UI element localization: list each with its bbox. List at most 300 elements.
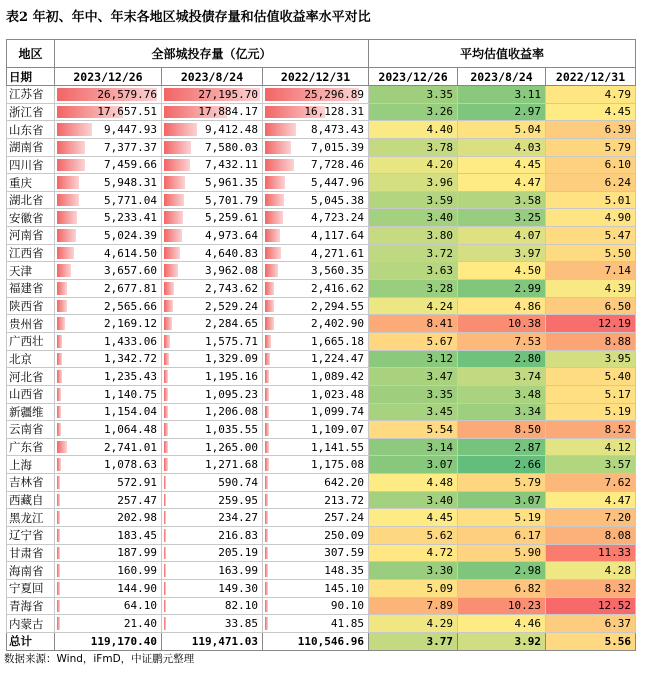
data-bar (265, 458, 269, 471)
yield-cell: 2.87 (458, 438, 546, 456)
stock-cell (263, 332, 369, 350)
yield-date-3: 2022/12/31 (546, 68, 636, 86)
yield-cell: 3.14 (369, 438, 458, 456)
table-row (7, 421, 636, 439)
stock-cell (263, 456, 369, 474)
region-cell: 广西壮 (7, 332, 55, 350)
stock-cell (55, 579, 162, 597)
yield-cell: 5.40 (546, 368, 636, 386)
stock-cell (162, 280, 263, 298)
stock-value: 183.45 (117, 528, 157, 542)
data-bar (57, 123, 92, 136)
data-bar (265, 141, 291, 154)
yield-cell: 4.90 (546, 209, 636, 227)
header-row-1 (7, 40, 636, 68)
data-bar (164, 353, 169, 366)
data-bar (57, 582, 60, 595)
stock-cell (162, 103, 263, 121)
data-bar (265, 494, 268, 507)
yield-cell: 4.28 (546, 562, 636, 580)
yield-cell: 4.39 (546, 280, 636, 298)
stock-cell (263, 544, 369, 562)
yield-cell: 4.72 (369, 544, 458, 562)
stock-cell (55, 227, 162, 245)
data-bar (57, 441, 67, 454)
yield-cell: 8.41 (369, 315, 458, 333)
stock-value: 1,095.23 (205, 387, 258, 401)
yield-cell: 3.59 (369, 191, 458, 209)
region-cell: 青海省 (7, 597, 55, 615)
yield-cell: 3.80 (369, 227, 458, 245)
stock-value: 33.85 (224, 617, 258, 631)
stock-cell (263, 227, 369, 245)
stock-value: 5,948.31 (104, 176, 157, 190)
data-bar (57, 617, 60, 630)
stock-cell (162, 509, 263, 527)
stock-cell (263, 474, 369, 492)
stock-value: 4,117.64 (311, 228, 365, 242)
yield-cell: 3.40 (369, 491, 458, 509)
data-bar (57, 335, 62, 348)
table-row (7, 385, 636, 403)
data-bar (57, 194, 79, 207)
data-bar (57, 211, 77, 224)
yield-group-header: 平均估值收益率 (369, 40, 636, 68)
yield-cell: 5.04 (458, 121, 546, 139)
region-cell: 河北省 (7, 368, 55, 386)
stock-value: 1,224.47 (311, 352, 365, 366)
stock-value: 2,529.24 (205, 299, 258, 313)
date-label: 日期 (7, 68, 55, 86)
yield-cell: 5.47 (546, 227, 636, 245)
stock-value: 110,546.96 (297, 634, 365, 648)
stock-cell (263, 597, 369, 615)
region-cell: 江苏省 (7, 86, 55, 104)
stock-value: 2,416.62 (311, 281, 365, 295)
stock-cell (55, 332, 162, 350)
yield-cell: 3.97 (458, 244, 546, 262)
stock-cell (55, 121, 162, 139)
stock-cell (263, 491, 369, 509)
stock-value: 7,459.66 (104, 158, 157, 172)
data-bar (57, 229, 76, 242)
region-cell: 山东省 (7, 121, 55, 139)
region-cell: 贵州省 (7, 315, 55, 333)
data-bar (164, 211, 183, 224)
yield-cell: 3.45 (369, 403, 458, 421)
table-row (7, 209, 636, 227)
data-bar (57, 600, 60, 613)
region-cell: 江西省 (7, 244, 55, 262)
yield-cell: 5.09 (369, 579, 458, 597)
yield-cell: 8.88 (546, 332, 636, 350)
stock-cell (55, 191, 162, 209)
stock-value: 145.10 (324, 581, 365, 595)
yield-cell: 5.79 (458, 474, 546, 492)
yield-cell: 6.50 (546, 297, 636, 315)
yield-cell: 3.40 (369, 209, 458, 227)
stock-value: 590.74 (218, 475, 258, 489)
stock-cell (162, 491, 263, 509)
yield-cell: 5.50 (546, 244, 636, 262)
data-bar (57, 564, 60, 577)
region-header: 地区 (7, 40, 55, 68)
yield-cell: 5.62 (369, 527, 458, 545)
data-bar (164, 406, 168, 419)
stock-cell (263, 86, 369, 104)
yield-cell: 12.52 (546, 597, 636, 615)
stock-value: 1,665.18 (311, 334, 365, 348)
data-bar (164, 300, 173, 313)
stock-cell (162, 191, 263, 209)
yield-cell: 5.01 (546, 191, 636, 209)
stock-cell (162, 421, 263, 439)
data-bar (265, 388, 269, 401)
stock-value: 5,447.96 (311, 176, 365, 190)
stock-value: 149.30 (218, 581, 258, 595)
data-bar (164, 229, 182, 242)
data-bar (265, 441, 269, 454)
yield-cell: 7.20 (546, 509, 636, 527)
table-row (7, 121, 636, 139)
data-bar (265, 317, 274, 330)
stock-value: 3,657.60 (104, 264, 157, 278)
yield-cell: 5.54 (369, 421, 458, 439)
stock-cell (162, 138, 263, 156)
stock-value: 216.83 (218, 528, 258, 542)
stock-value: 1,064.48 (104, 422, 157, 436)
yield-cell: 3.58 (458, 191, 546, 209)
stock-cell (55, 562, 162, 580)
region-cell: 西藏自 (7, 491, 55, 509)
yield-cell: 12.19 (546, 315, 636, 333)
data-bar (57, 176, 79, 189)
stock-value: 1,023.48 (311, 387, 365, 401)
stock-cell (263, 562, 369, 580)
stock-cell (55, 403, 162, 421)
stock-value: 2,284.65 (205, 317, 258, 331)
region-cell: 湖北省 (7, 191, 55, 209)
yield-cell: 8.08 (546, 527, 636, 545)
table-row (7, 138, 636, 156)
stock-cell (162, 579, 263, 597)
stock-value: 21.40 (123, 617, 157, 631)
data-bar (265, 176, 285, 189)
data-bar (164, 564, 166, 577)
stock-value: 3,962.08 (205, 264, 258, 278)
stock-cell (162, 227, 263, 245)
stock-cell (55, 491, 162, 509)
stock-value: 119,170.40 (90, 634, 157, 648)
region-cell: 广东省 (7, 438, 55, 456)
stock-value: 160.99 (117, 564, 157, 578)
yield-cell: 6.24 (546, 174, 636, 192)
table-title: 表2 年初、年中、年末各地区城投债存量和估值收益率水平对比 (6, 10, 371, 25)
yield-cell: 4.45 (546, 103, 636, 121)
data-bar (57, 247, 74, 260)
data-bar (164, 600, 166, 613)
yield-cell: 3.78 (369, 138, 458, 156)
yield-cell: 3.25 (458, 209, 546, 227)
yield-cell: 10.23 (458, 597, 546, 615)
yield-cell: 6.37 (546, 615, 636, 633)
stock-cell (263, 368, 369, 386)
yield-cell: 7.62 (546, 474, 636, 492)
data-bar (164, 582, 166, 595)
stock-value: 5,259.61 (205, 211, 258, 225)
yield-cell: 3.48 (458, 385, 546, 403)
stock-value: 5,961.35 (205, 176, 258, 190)
stock-value: 1,140.75 (104, 387, 157, 401)
stock-value: 7,015.39 (311, 140, 365, 154)
stock-cell (263, 632, 369, 650)
stock-cell (263, 280, 369, 298)
yield-cell: 6.39 (546, 121, 636, 139)
yield-cell: 5.56 (546, 632, 636, 650)
stock-cell (55, 368, 162, 386)
stock-cell (55, 632, 162, 650)
yield-cell: 2.99 (458, 280, 546, 298)
data-bar (164, 547, 166, 560)
yield-cell: 3.96 (369, 174, 458, 192)
region-cell: 新疆维 (7, 403, 55, 421)
stock-cell (162, 244, 263, 262)
stock-cell (263, 121, 369, 139)
data-bar (164, 370, 168, 383)
data-bar (57, 458, 61, 471)
region-cell: 内蒙古 (7, 615, 55, 633)
stock-value: 2,402.90 (311, 317, 365, 331)
stock-value: 642.20 (324, 475, 365, 489)
region-cell: 辽宁省 (7, 527, 55, 545)
table-row (7, 156, 636, 174)
stock-value: 2,743.62 (205, 281, 258, 295)
yield-cell: 3.35 (369, 385, 458, 403)
data-bar (57, 370, 62, 383)
yield-cell: 3.47 (369, 368, 458, 386)
stock-cell (55, 456, 162, 474)
region-cell: 陕西省 (7, 297, 55, 315)
stock-value: 1,141.55 (311, 440, 365, 454)
stock-value: 257.24 (324, 511, 365, 525)
data-bar (164, 247, 180, 260)
yield-cell: 4.12 (546, 438, 636, 456)
yield-cell: 3.74 (458, 368, 546, 386)
data-bar (265, 600, 268, 613)
stock-cell (55, 103, 162, 121)
table-row (7, 562, 636, 580)
table-row (7, 86, 636, 104)
data-bar (265, 423, 269, 436)
stock-cell (162, 156, 263, 174)
yield-cell: 4.48 (369, 474, 458, 492)
stock-value: 2,294.55 (311, 299, 365, 313)
table-row (7, 544, 636, 562)
stock-value: 4,640.83 (205, 246, 258, 260)
stock-cell (55, 86, 162, 104)
yield-date-1: 2023/12/26 (369, 68, 458, 86)
yield-cell: 3.11 (458, 86, 546, 104)
table-row (7, 368, 636, 386)
yield-cell: 3.28 (369, 280, 458, 298)
table-row (7, 103, 636, 121)
yield-cell: 6.82 (458, 579, 546, 597)
region-cell: 浙江省 (7, 103, 55, 121)
data-bar (57, 282, 67, 295)
region-cell: 总计 (7, 632, 55, 650)
stock-cell (263, 509, 369, 527)
data-bar (164, 123, 197, 136)
yield-cell: 4.03 (458, 138, 546, 156)
stock-value: 1,109.07 (311, 422, 365, 436)
data-bar (164, 511, 166, 524)
stock-value: 2,741.01 (104, 440, 157, 454)
stock-value: 8,473.43 (311, 123, 365, 137)
data-bar (265, 511, 268, 524)
data-bar (164, 441, 168, 454)
region-cell: 上海 (7, 456, 55, 474)
table-row (7, 474, 636, 492)
total-row (7, 632, 636, 650)
yield-cell: 5.19 (458, 509, 546, 527)
stock-value: 1,575.71 (205, 334, 258, 348)
data-bar (265, 582, 268, 595)
data-bar (265, 370, 269, 383)
stock-value: 7,580.03 (205, 140, 258, 154)
data-bar (57, 353, 62, 366)
stock-cell (162, 121, 263, 139)
stock-value: 5,233.41 (104, 211, 157, 225)
yield-cell: 11.33 (546, 544, 636, 562)
stock-value: 187.99 (117, 546, 157, 560)
stock-value: 1,099.74 (311, 405, 365, 419)
region-cell: 吉林省 (7, 474, 55, 492)
yield-cell: 2.66 (458, 456, 546, 474)
yield-cell: 5.79 (546, 138, 636, 156)
stock-cell (263, 350, 369, 368)
table-row (7, 438, 636, 456)
yield-cell: 6.17 (458, 527, 546, 545)
yield-cell: 2.98 (458, 562, 546, 580)
yield-cell: 8.52 (546, 421, 636, 439)
table-row (7, 297, 636, 315)
data-bar (164, 176, 185, 189)
table-row (7, 174, 636, 192)
stock-cell (162, 332, 263, 350)
region-cell: 海南省 (7, 562, 55, 580)
data-bar (164, 194, 184, 207)
stock-value: 259.95 (218, 493, 258, 507)
stock-value: 16,128.31 (304, 105, 365, 119)
yield-cell: 3.95 (546, 350, 636, 368)
stock-cell (162, 403, 263, 421)
stock-value: 163.99 (218, 564, 258, 578)
stock-value: 234.27 (218, 511, 258, 525)
stock-value: 27,195.70 (198, 87, 258, 101)
data-bar (57, 529, 60, 542)
stock-value: 26,579.76 (97, 87, 157, 101)
table-row (7, 191, 636, 209)
data-bar (57, 300, 67, 313)
stock-cell (162, 632, 263, 650)
yield-cell: 5.67 (369, 332, 458, 350)
stock-value: 1,078.63 (104, 458, 157, 472)
yield-cell: 7.14 (546, 262, 636, 280)
data-bar (265, 247, 281, 260)
yield-cell: 4.24 (369, 297, 458, 315)
stock-cell (162, 438, 263, 456)
stock-value: 1,235.43 (104, 370, 157, 384)
stock-date-1: 2023/12/26 (55, 68, 162, 86)
data-bar (164, 458, 168, 471)
stock-cell (263, 174, 369, 192)
table-row (7, 491, 636, 509)
data-bar (265, 353, 270, 366)
table-row (7, 509, 636, 527)
stock-cell (162, 297, 263, 315)
region-cell: 福建省 (7, 280, 55, 298)
table-row (7, 579, 636, 597)
stock-cell (55, 209, 162, 227)
yield-cell: 10.38 (458, 315, 546, 333)
yield-cell: 3.35 (369, 86, 458, 104)
data-bar (265, 406, 269, 419)
region-cell: 河南省 (7, 227, 55, 245)
region-cell: 安徽省 (7, 209, 55, 227)
yield-cell: 4.47 (546, 491, 636, 509)
table-row (7, 403, 636, 421)
region-cell: 山西省 (7, 385, 55, 403)
stock-value: 7,377.37 (104, 140, 157, 154)
stock-value: 1,265.00 (205, 440, 258, 454)
data-bar (164, 141, 191, 154)
stock-cell (263, 191, 369, 209)
data-bar (265, 282, 274, 295)
stock-value: 1,195.16 (205, 370, 258, 384)
stock-value: 41.85 (330, 617, 365, 631)
yield-cell: 3.12 (369, 350, 458, 368)
data-bar (57, 388, 61, 401)
stock-cell (55, 315, 162, 333)
stock-value: 90.10 (330, 599, 365, 613)
stock-cell (263, 209, 369, 227)
stock-value: 1,206.08 (205, 405, 258, 419)
data-bar (57, 423, 61, 436)
region-cell: 宁夏回 (7, 579, 55, 597)
yield-cell: 3.57 (546, 456, 636, 474)
table-row (7, 597, 636, 615)
stock-value: 144.90 (117, 581, 157, 595)
stock-value: 257.47 (117, 493, 157, 507)
yield-cell: 5.17 (546, 385, 636, 403)
stock-cell (55, 350, 162, 368)
stock-cell (55, 262, 162, 280)
data-bar (265, 194, 284, 207)
stock-cell (162, 474, 263, 492)
stock-cell (162, 615, 263, 633)
yield-cell: 2.97 (458, 103, 546, 121)
yield-cell: 4.86 (458, 297, 546, 315)
data-bar (57, 476, 60, 489)
stock-cell (263, 156, 369, 174)
table-row (7, 456, 636, 474)
table-row (7, 244, 636, 262)
stock-cell (263, 138, 369, 156)
stock-value: 1,271.68 (205, 458, 258, 472)
data-bar (265, 617, 268, 630)
stock-cell (263, 244, 369, 262)
region-cell: 重庆 (7, 174, 55, 192)
